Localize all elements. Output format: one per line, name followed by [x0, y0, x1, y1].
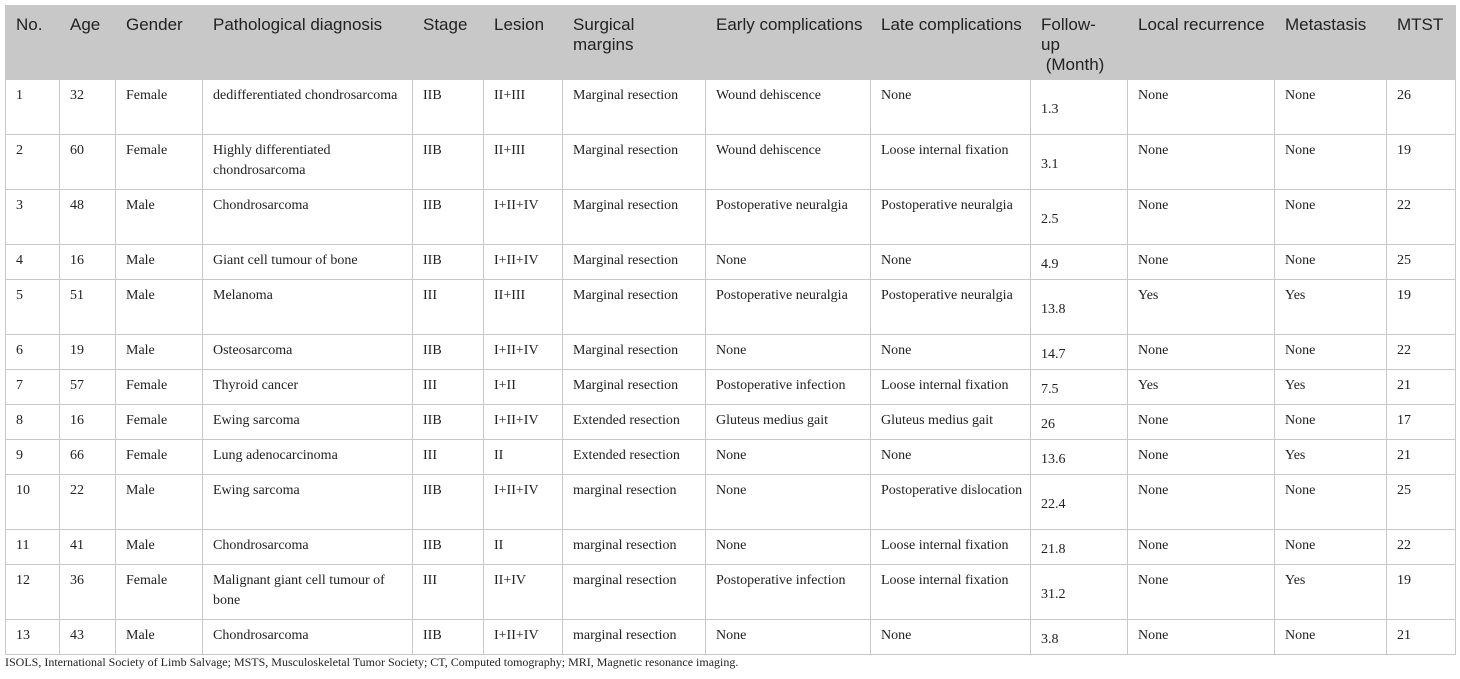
cell-age: 66: [60, 440, 116, 475]
header-early: Early complications: [706, 6, 871, 80]
cell-followup: 13.8: [1031, 280, 1128, 335]
cell-margins: Marginal resection: [563, 190, 706, 245]
cell-gender: Male: [116, 530, 203, 565]
cell-no: 2: [6, 135, 60, 190]
cell-gender: Male: [116, 280, 203, 335]
header-followup: [1031, 6, 1128, 80]
table-row: [6, 280, 1456, 335]
cell-late: None: [871, 80, 1031, 135]
table-row: [6, 135, 1456, 190]
cell-lesion: II+IV: [484, 565, 563, 620]
cell-early: None: [706, 335, 871, 370]
cell-recurrence: None: [1128, 245, 1275, 280]
cell-lesion: II+III: [484, 80, 563, 135]
cell-lesion: I+II+IV: [484, 245, 563, 280]
cell-stage: IIB: [413, 620, 484, 655]
cell-diagnosis: dedifferentiated chondrosarcoma: [203, 80, 413, 135]
cell-no: 3: [6, 190, 60, 245]
cell-recurrence: None: [1128, 405, 1275, 440]
table-row: [6, 530, 1456, 565]
header-age: Age: [60, 6, 116, 80]
cell-early: None: [706, 530, 871, 565]
header-lesion: Lesion: [484, 6, 563, 80]
cell-metastasis: None: [1275, 190, 1387, 245]
cell-gender: Female: [116, 440, 203, 475]
header-no: No.: [6, 6, 60, 80]
cell-margins: Marginal resection: [563, 370, 706, 405]
cell-no: 1: [6, 80, 60, 135]
cell-no: 4: [6, 245, 60, 280]
cell-margins: marginal resection: [563, 475, 706, 530]
header-late: Late complications: [871, 6, 1031, 80]
cell-gender: Female: [116, 370, 203, 405]
cell-early: Gluteus medius gait: [706, 405, 871, 440]
cell-recurrence: None: [1128, 335, 1275, 370]
cell-early: None: [706, 475, 871, 530]
cell-early: Postoperative neuralgia: [706, 280, 871, 335]
cell-no: 10: [6, 475, 60, 530]
cell-recurrence: None: [1128, 190, 1275, 245]
table-row: [6, 245, 1456, 280]
cell-margins: Marginal resection: [563, 80, 706, 135]
cell-no: 7: [6, 370, 60, 405]
cell-mtst: 17: [1387, 405, 1456, 440]
cell-no: 12: [6, 565, 60, 620]
cell-late: None: [871, 245, 1031, 280]
cell-lesion: I+II+IV: [484, 405, 563, 440]
cell-diagnosis: Chondrosarcoma: [203, 620, 413, 655]
cell-mtst: 22: [1387, 335, 1456, 370]
cell-age: 36: [60, 565, 116, 620]
table-row: [6, 620, 1456, 655]
cell-early: Wound dehiscence: [706, 80, 871, 135]
cell-followup: 3.8: [1031, 620, 1128, 655]
cell-no: 13: [6, 620, 60, 655]
cell-followup: 14.7: [1031, 335, 1128, 370]
cell-followup: 22.4: [1031, 475, 1128, 530]
cell-early: Wound dehiscence: [706, 135, 871, 190]
cell-stage: III: [413, 565, 484, 620]
cell-age: 22: [60, 475, 116, 530]
cell-no: 8: [6, 405, 60, 440]
cell-metastasis: None: [1275, 245, 1387, 280]
cell-gender: Female: [116, 135, 203, 190]
cell-mtst: 21: [1387, 620, 1456, 655]
table-footnote: ISOLS, International Society of Limb Salvage; MSTS, Musculoskeletal Tumor Society; CT, Computed tomography; MRI, Magnetic resonance imaging.: [5, 655, 739, 669]
cell-followup: 13.6: [1031, 440, 1128, 475]
cell-metastasis: None: [1275, 80, 1387, 135]
header-diagnosis: Pathological diagnosis: [203, 6, 413, 80]
header-stage: Stage: [413, 6, 484, 80]
table-body: [6, 80, 1456, 655]
cell-diagnosis: Ewing sarcoma: [203, 405, 413, 440]
cell-gender: Female: [116, 405, 203, 440]
cell-stage: IIB: [413, 475, 484, 530]
cell-recurrence: None: [1128, 440, 1275, 475]
cell-mtst: 19: [1387, 280, 1456, 335]
cell-margins: Marginal resection: [563, 335, 706, 370]
cell-late: Postoperative neuralgia: [871, 190, 1031, 245]
cell-age: 32: [60, 80, 116, 135]
cell-recurrence: None: [1128, 80, 1275, 135]
cell-stage: IIB: [413, 335, 484, 370]
cell-recurrence: None: [1128, 475, 1275, 530]
cell-gender: Female: [116, 80, 203, 135]
cell-lesion: II+III: [484, 135, 563, 190]
cell-age: 51: [60, 280, 116, 335]
cell-diagnosis: Highly differentiated chondrosarcoma: [203, 135, 413, 190]
cell-early: Postoperative neuralgia: [706, 190, 871, 245]
cell-metastasis: None: [1275, 475, 1387, 530]
cell-age: 16: [60, 245, 116, 280]
cell-margins: marginal resection: [563, 620, 706, 655]
table-row: [6, 190, 1456, 245]
cell-early: None: [706, 620, 871, 655]
cell-age: 48: [60, 190, 116, 245]
cell-gender: Female: [116, 565, 203, 620]
cell-mtst: 22: [1387, 530, 1456, 565]
cell-late: None: [871, 440, 1031, 475]
cell-diagnosis: Ewing sarcoma: [203, 475, 413, 530]
cell-age: 19: [60, 335, 116, 370]
cell-followup: 31.2: [1031, 565, 1128, 620]
cell-diagnosis: Melanoma: [203, 280, 413, 335]
cell-followup: 1.3: [1031, 80, 1128, 135]
cell-lesion: II: [484, 530, 563, 565]
cell-early: Postoperative infection: [706, 565, 871, 620]
cell-late: None: [871, 620, 1031, 655]
header-gender: Gender: [116, 6, 203, 80]
cell-metastasis: Yes: [1275, 280, 1387, 335]
cell-stage: III: [413, 280, 484, 335]
cell-late: Loose internal fixation: [871, 565, 1031, 620]
cell-gender: Male: [116, 620, 203, 655]
cell-metastasis: None: [1275, 405, 1387, 440]
cell-recurrence: None: [1128, 620, 1275, 655]
cell-stage: III: [413, 440, 484, 475]
cell-stage: IIB: [413, 135, 484, 190]
cell-age: 16: [60, 405, 116, 440]
header-followup-line1: Follow-: [1041, 15, 1096, 34]
cell-gender: Male: [116, 335, 203, 370]
cell-mtst: 21: [1387, 370, 1456, 405]
cell-followup: 21.8: [1031, 530, 1128, 565]
cell-age: 57: [60, 370, 116, 405]
cell-late: Postoperative dislocation: [871, 475, 1031, 530]
cell-metastasis: Yes: [1275, 370, 1387, 405]
cell-margins: Extended resection: [563, 405, 706, 440]
cell-stage: IIB: [413, 530, 484, 565]
cell-margins: Marginal resection: [563, 135, 706, 190]
cell-gender: Male: [116, 475, 203, 530]
cell-mtst: 22: [1387, 190, 1456, 245]
cell-mtst: 19: [1387, 135, 1456, 190]
cell-stage: III: [413, 370, 484, 405]
cell-followup: 7.5: [1031, 370, 1128, 405]
cell-mtst: 21: [1387, 440, 1456, 475]
cell-recurrence: None: [1128, 530, 1275, 565]
cell-lesion: I+II+IV: [484, 475, 563, 530]
cell-stage: IIB: [413, 245, 484, 280]
table-row: [6, 440, 1456, 475]
cell-mtst: 25: [1387, 245, 1456, 280]
cell-lesion: I+II+IV: [484, 620, 563, 655]
header-recurrence: Local recurrence: [1128, 6, 1275, 80]
cell-age: 41: [60, 530, 116, 565]
cell-age: 60: [60, 135, 116, 190]
header-mtst: MTST: [1387, 6, 1456, 80]
cell-late: Postoperative neuralgia: [871, 280, 1031, 335]
cell-diagnosis: Chondrosarcoma: [203, 190, 413, 245]
cell-early: Postoperative infection: [706, 370, 871, 405]
cell-lesion: I+II+IV: [484, 335, 563, 370]
cell-stage: IIB: [413, 405, 484, 440]
cell-diagnosis: Malignant giant cell tumour of bone: [203, 565, 413, 620]
cell-recurrence: None: [1128, 135, 1275, 190]
cell-no: 9: [6, 440, 60, 475]
cell-stage: IIB: [413, 80, 484, 135]
cell-metastasis: None: [1275, 135, 1387, 190]
cell-late: None: [871, 335, 1031, 370]
cell-followup: 2.5: [1031, 190, 1128, 245]
cell-late: Gluteus medius gait: [871, 405, 1031, 440]
cell-no: 6: [6, 335, 60, 370]
header-row: [6, 6, 1456, 80]
cell-diagnosis: Giant cell tumour of bone: [203, 245, 413, 280]
table-row: [6, 80, 1456, 135]
cell-diagnosis: Chondrosarcoma: [203, 530, 413, 565]
table-row: [6, 405, 1456, 440]
cell-metastasis: None: [1275, 335, 1387, 370]
cell-metastasis: None: [1275, 620, 1387, 655]
cell-margins: Marginal resection: [563, 280, 706, 335]
cell-mtst: 26: [1387, 80, 1456, 135]
cell-no: 11: [6, 530, 60, 565]
header-followup-line3: (Month): [1045, 55, 1105, 74]
cell-late: Loose internal fixation: [871, 370, 1031, 405]
header-metastasis: Metastasis: [1275, 6, 1387, 80]
table-row: [6, 370, 1456, 405]
cell-diagnosis: Thyroid cancer: [203, 370, 413, 405]
cell-gender: Male: [116, 190, 203, 245]
cell-margins: Marginal resection: [563, 245, 706, 280]
cell-margins: Extended resection: [563, 440, 706, 475]
cell-metastasis: None: [1275, 530, 1387, 565]
cell-metastasis: Yes: [1275, 565, 1387, 620]
cell-gender: Male: [116, 245, 203, 280]
cell-lesion: I+II+IV: [484, 190, 563, 245]
cell-mtst: 25: [1387, 475, 1456, 530]
header-followup-line2: up: [1041, 35, 1060, 54]
table-row: [6, 565, 1456, 620]
cell-followup: 3.1: [1031, 135, 1128, 190]
cell-late: Loose internal fixation: [871, 135, 1031, 190]
cell-age: 43: [60, 620, 116, 655]
table-row: [6, 335, 1456, 370]
header-margins: Surgical margins: [563, 6, 706, 80]
cell-recurrence: Yes: [1128, 280, 1275, 335]
cell-stage: IIB: [413, 190, 484, 245]
cell-followup: 26: [1031, 405, 1128, 440]
cell-lesion: II: [484, 440, 563, 475]
table-row: [6, 475, 1456, 530]
cell-recurrence: Yes: [1128, 370, 1275, 405]
cell-early: None: [706, 245, 871, 280]
cell-diagnosis: Lung adenocarcinoma: [203, 440, 413, 475]
results-table: [5, 5, 1456, 655]
cell-margins: marginal resection: [563, 530, 706, 565]
cell-early: None: [706, 440, 871, 475]
cell-recurrence: None: [1128, 565, 1275, 620]
cell-margins: marginal resection: [563, 565, 706, 620]
cell-no: 5: [6, 280, 60, 335]
cell-metastasis: Yes: [1275, 440, 1387, 475]
cell-followup: 4.9: [1031, 245, 1128, 280]
cell-mtst: 19: [1387, 565, 1456, 620]
cell-lesion: II+III: [484, 280, 563, 335]
cell-late: Loose internal fixation: [871, 530, 1031, 565]
cell-lesion: I+II: [484, 370, 563, 405]
cell-diagnosis: Osteosarcoma: [203, 335, 413, 370]
